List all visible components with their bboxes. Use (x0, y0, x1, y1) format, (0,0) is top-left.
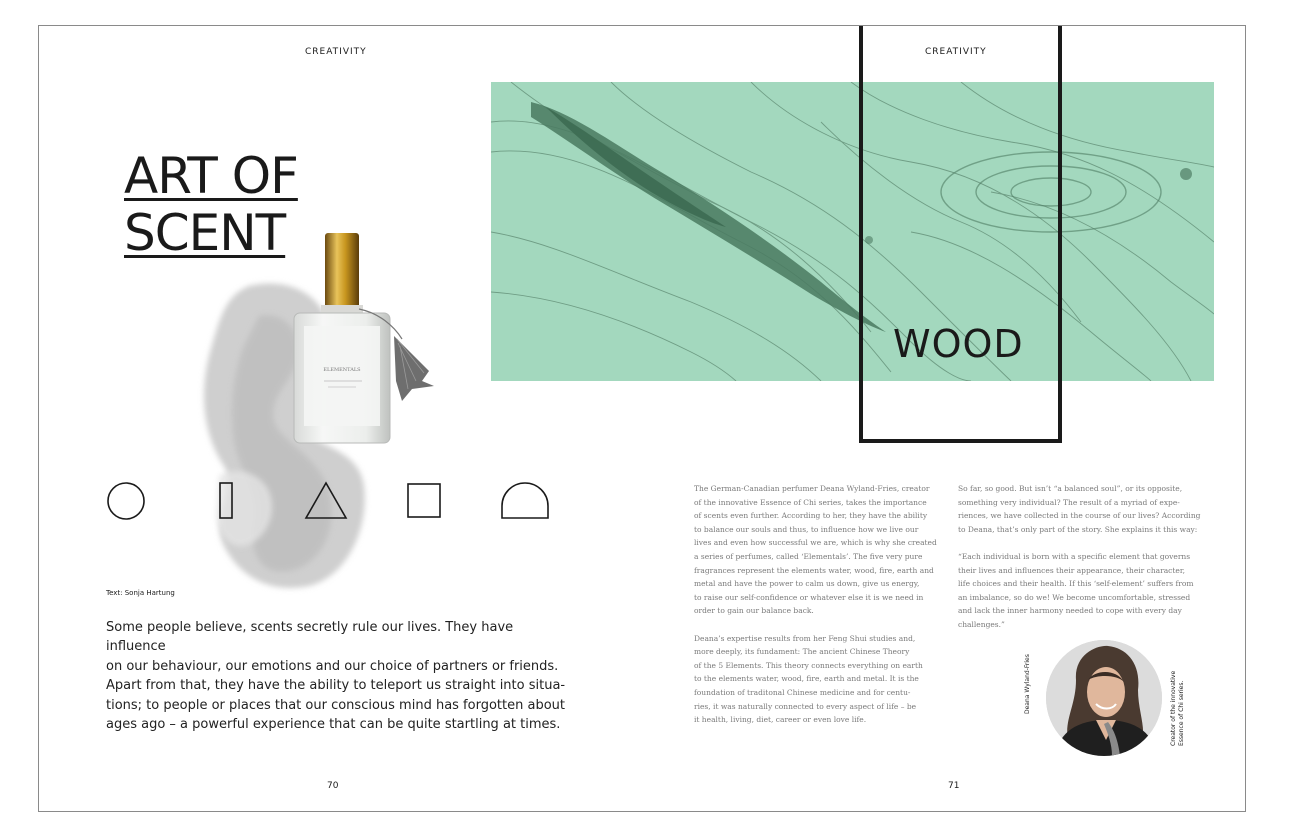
body-line: riences, we have collected in the course of our lives? According (958, 511, 1201, 521)
body-paragraph (694, 482, 946, 618)
circle-icon (106, 481, 146, 521)
bottle-label-text: ELEMENTALS (323, 367, 361, 373)
article-title (124, 148, 298, 262)
rectangle-icon (218, 481, 234, 521)
body-line: The German-Canadian perfumer Deana Wyland-Fries, creator (694, 484, 930, 493)
body-line: a series of perfumes, called ‘Elementals’. The five very pure (694, 551, 923, 561)
intro-line: Some people believe, scents secretly rule our lives. They have influence (106, 620, 514, 655)
portrait-role-line: Creator of the innovative (1170, 670, 1177, 746)
portrait-role-line: Essence of Chi series. (1178, 680, 1185, 746)
right-page (643, 26, 1246, 811)
title-line-1: ART OF (124, 147, 298, 205)
portrait-image (1046, 640, 1162, 756)
intro-paragraph (106, 618, 566, 734)
page-number-right: 71 (948, 781, 960, 791)
title-line-2: SCENT (124, 204, 286, 262)
body-column-2 (958, 482, 1210, 645)
body-line: life choices and their health. If this ‘self-element’ suffers from (958, 579, 1194, 589)
body-line: their lives and influences their appearance, their character, (958, 565, 1185, 575)
body-line: of scents even further. According to her, they have the ability (694, 511, 928, 521)
body-line: metal and have the power to calm us down, give us energy, (694, 579, 920, 589)
body-line: ries, it was naturally connected to every aspect of life – be (694, 701, 917, 711)
body-line: to Deana, that’s only part of the story. She explains it this way: (958, 524, 1198, 534)
body-line: “Each individual is born with a specific element that governs (958, 551, 1191, 561)
body-line: lives and even how successful we are, which is why she created (694, 538, 937, 548)
wood-frame-outline (859, 25, 1062, 443)
wood-grain-image (491, 82, 1214, 381)
wood-texture-panel (491, 82, 1214, 381)
body-line: So far, so good. But isn’t “a balanced soul”, or its opposite, (958, 484, 1183, 493)
element-symbols-row (104, 481, 564, 526)
body-line: of the 5 Elements. This theory connects everything on earth (694, 660, 923, 670)
magazine-spread (38, 25, 1246, 812)
quote-paragraph (958, 550, 1210, 632)
body-paragraph (958, 482, 1210, 536)
portrait-name-caption (1024, 654, 1034, 714)
portrait-role-caption (1170, 670, 1190, 746)
intro-line: Apart from that, they have the ability to teleport us straight into situa- (106, 678, 566, 694)
portrait-name: Deana Wyland-Fries (1024, 654, 1031, 714)
body-line: an imbalance, so do we! We become uncomfortable, stressed (958, 592, 1191, 602)
body-line: to balance our souls and thus, to influence how we live our (694, 524, 919, 534)
portrait-photo (1046, 640, 1162, 756)
body-line: challenges.” (958, 619, 1005, 629)
triangle-icon (304, 481, 348, 521)
square-icon (406, 481, 442, 521)
body-line: fragrances represent the elements water, wood, fire, earth and (694, 565, 934, 575)
body-line: to the elements water, wood, fire, earth and metal. It is the (694, 674, 919, 684)
body-line: and lack the inner harmony needed to cope with every day (958, 606, 1182, 616)
running-head-left: CREATIVITY (305, 47, 367, 57)
body-line: order to gain our balance back. (694, 606, 814, 616)
page-number-left: 70 (327, 781, 339, 791)
wood-heading: WOOD (893, 322, 1024, 366)
body-line: it health, living, diet, career or even love life. (694, 715, 867, 725)
intro-line: ages ago – a powerful experience that can be quite startling at times. (106, 717, 561, 733)
body-line: to raise our self-confidence or whatever else it is we need in (694, 592, 924, 602)
body-line: foundation of traditonal Chinese medicine and for centu- (694, 687, 911, 697)
body-line: something very individual? The result of a myriad of expe- (958, 497, 1180, 507)
perfume-bottle-image (284, 231, 439, 451)
body-paragraph (694, 632, 946, 727)
running-head-right: CREATIVITY (925, 47, 987, 57)
semicircle-icon (500, 481, 550, 521)
body-line: Deana’s expertise results from her Feng Shui studies and, (694, 633, 916, 643)
body-line: of the innovative Essence of Chi series, takes the importance (694, 497, 927, 507)
intro-line: tions; to people or places that our conscious mind has forgotten about (106, 697, 565, 713)
intro-line: on our behaviour, our emotions and our choice of partners or friends. (106, 658, 559, 674)
body-line: more deeply, its fundament: The ancient Chinese Theory (694, 647, 910, 657)
body-column-1 (694, 482, 946, 740)
portrait-role-text (1170, 671, 1186, 746)
author-credit: Text: Sonja Hartung (106, 589, 175, 597)
